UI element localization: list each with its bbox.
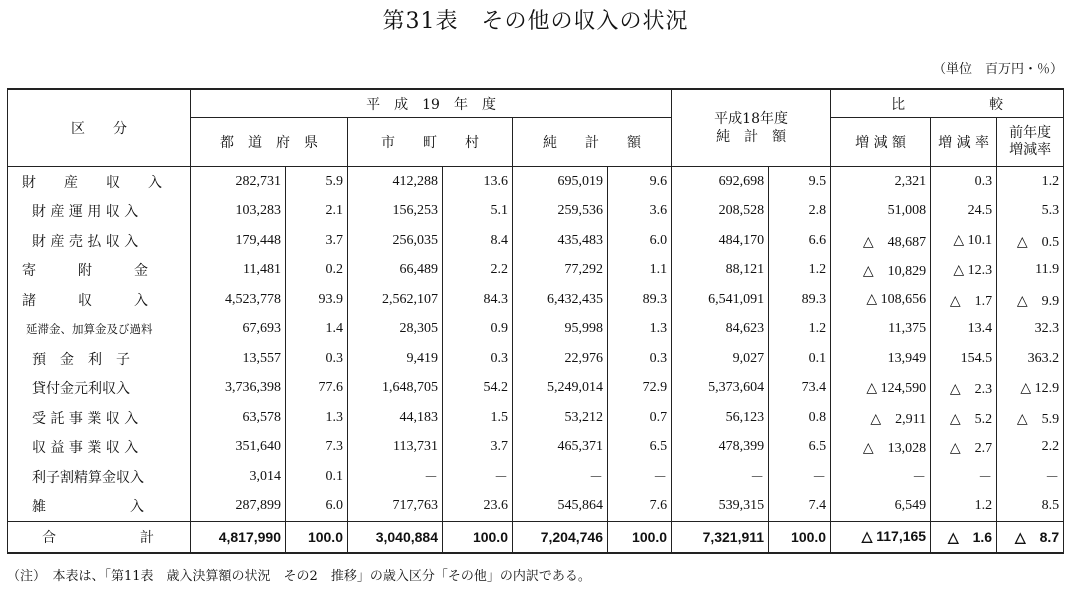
cell-value: 5.1 xyxy=(443,197,513,227)
cell-value: 100.0 xyxy=(608,522,672,553)
table-row xyxy=(8,315,1064,345)
cell-value: 88,121 xyxy=(672,256,769,286)
cell-value: 9,419 xyxy=(348,344,443,374)
footnote: （注） 本表は、「第11表 歳入決算額の状況 その2 推移」の歳入区分「その他」の内訳である。 xyxy=(7,569,591,584)
cell-value: 5,249,014 xyxy=(513,374,608,404)
cell-value: △ 13,028 xyxy=(831,433,931,463)
cell-value: 100.0 xyxy=(443,522,513,553)
cell-value: 0.7 xyxy=(608,403,672,433)
cell-value: 113,731 xyxy=(348,433,443,463)
cell-value: 0.3 xyxy=(286,344,348,374)
cell-value: 1.2 xyxy=(997,167,1064,197)
cell-value: 3,014 xyxy=(191,462,286,492)
cell-value: 0.3 xyxy=(608,344,672,374)
cell-value: 7.3 xyxy=(286,433,348,463)
row-label: 寄 附 金 xyxy=(8,256,191,286)
cell-value: 84,623 xyxy=(672,315,769,345)
header-fiscal-current: 平 成 19 年 度 xyxy=(191,89,672,118)
total-row xyxy=(8,522,1064,553)
row-label: 延滞金、加算金及び過料 xyxy=(8,315,191,345)
table-row xyxy=(8,285,1064,315)
header-fiscal-prev xyxy=(672,89,831,167)
header-prefecture: 都 道 府 県 xyxy=(191,118,348,167)
cell-value: 208,528 xyxy=(672,197,769,227)
cell-value: 103,283 xyxy=(191,197,286,227)
cell-value: 2.8 xyxy=(769,197,831,227)
cell-value: 484,170 xyxy=(672,226,769,256)
cell-value: 1.4 xyxy=(286,315,348,345)
cell-value: △ 1.7 xyxy=(931,285,997,315)
cell-value: 3,736,398 xyxy=(191,374,286,404)
row-label: 預 金 利 子 xyxy=(8,344,191,374)
header-change-rate: 増 減 率 xyxy=(931,118,997,167)
cell-value: 256,035 xyxy=(348,226,443,256)
cell-value: 22,976 xyxy=(513,344,608,374)
cell-value: 2,562,107 xyxy=(348,285,443,315)
table-row xyxy=(8,374,1064,404)
cell-value: 1.2 xyxy=(769,315,831,345)
cell-value: 3.7 xyxy=(443,433,513,463)
cell-value: 9,027 xyxy=(672,344,769,374)
cell-value: 51,008 xyxy=(831,197,931,227)
cell-value: 73.4 xyxy=(769,374,831,404)
cell-value: 6,549 xyxy=(831,492,931,522)
cell-value: 0.1 xyxy=(286,462,348,492)
cell-value: 3.6 xyxy=(608,197,672,227)
cell-value: △ 48,687 xyxy=(831,226,931,256)
header-prev-change-rate-line1: 前年度 xyxy=(1009,125,1052,142)
cell-value: 5.3 xyxy=(997,197,1064,227)
header-net-total: 純 計 額 xyxy=(513,118,672,167)
cell-value: 54.2 xyxy=(443,374,513,404)
cell-value: 6.5 xyxy=(608,433,672,463)
cell-value: 28,305 xyxy=(348,315,443,345)
cell-value: － xyxy=(769,462,831,492)
cell-value: 259,536 xyxy=(513,197,608,227)
cell-value: △ 2,911 xyxy=(831,403,931,433)
row-label: 財 産 収 入 xyxy=(8,167,191,197)
header-fiscal-prev-line2: 純 計 額 xyxy=(716,129,787,145)
cell-value: 0.2 xyxy=(286,256,348,286)
cell-value: 66,489 xyxy=(348,256,443,286)
unit-label: （単位 百万円・％） xyxy=(932,62,1063,77)
header-category: 区 分 xyxy=(8,89,191,167)
row-label: 利子割精算金収入 xyxy=(8,462,191,492)
cell-value: 1.1 xyxy=(608,256,672,286)
cell-value: 56,123 xyxy=(672,403,769,433)
cell-value: － xyxy=(443,462,513,492)
cell-value: 351,640 xyxy=(191,433,286,463)
cell-value: 154.5 xyxy=(931,344,997,374)
cell-value: 465,371 xyxy=(513,433,608,463)
cell-value: 6.0 xyxy=(608,226,672,256)
cell-value: △ 0.5 xyxy=(997,226,1064,256)
cell-value: 1.3 xyxy=(286,403,348,433)
cell-value: 6,541,091 xyxy=(672,285,769,315)
cell-value: △ 10,829 xyxy=(831,256,931,286)
table-row xyxy=(8,433,1064,463)
cell-value: △ 5.9 xyxy=(997,403,1064,433)
cell-value: 695,019 xyxy=(513,167,608,197)
cell-value: △ 8.7 xyxy=(997,522,1064,553)
cell-value: 6.5 xyxy=(769,433,831,463)
cell-value: △ 12.9 xyxy=(997,374,1064,404)
row-label: 合 計 xyxy=(8,522,191,553)
cell-value: － xyxy=(931,462,997,492)
cell-value: 717,763 xyxy=(348,492,443,522)
header-prev-change-rate xyxy=(997,118,1064,167)
table-row xyxy=(8,197,1064,227)
cell-value: 7.6 xyxy=(608,492,672,522)
cell-value: 7,321,911 xyxy=(672,522,769,553)
table-row xyxy=(8,462,1064,492)
cell-value: 95,998 xyxy=(513,315,608,345)
cell-value: 8.4 xyxy=(443,226,513,256)
cell-value: 44,183 xyxy=(348,403,443,433)
cell-value: 6.0 xyxy=(286,492,348,522)
table-row xyxy=(8,256,1064,286)
cell-value: 9.5 xyxy=(769,167,831,197)
cell-value: 63,578 xyxy=(191,403,286,433)
row-label: 貸付金元利収入 xyxy=(8,374,191,404)
cell-value: 156,253 xyxy=(348,197,443,227)
cell-value: 282,731 xyxy=(191,167,286,197)
cell-value: － xyxy=(608,462,672,492)
page-title: 第31表 その他の収入の状況 xyxy=(382,9,689,34)
header-change-amount: 増 減 額 xyxy=(831,118,931,167)
cell-value: 13,557 xyxy=(191,344,286,374)
table-row xyxy=(8,403,1064,433)
table-row xyxy=(8,226,1064,256)
cell-value: △ 2.3 xyxy=(931,374,997,404)
cell-value: △ 117,165 xyxy=(831,522,931,553)
cell-value: 539,315 xyxy=(672,492,769,522)
cell-value: 13.6 xyxy=(443,167,513,197)
cell-value: 4,523,778 xyxy=(191,285,286,315)
cell-value: 7.4 xyxy=(769,492,831,522)
cell-value: 435,483 xyxy=(513,226,608,256)
cell-value: 412,288 xyxy=(348,167,443,197)
cell-value: 8.5 xyxy=(997,492,1064,522)
cell-value: △ 12.3 xyxy=(931,256,997,286)
table-row xyxy=(8,344,1064,374)
cell-value: 6,432,435 xyxy=(513,285,608,315)
cell-value: 5,373,604 xyxy=(672,374,769,404)
row-label: 受 託 事 業 収 入 xyxy=(8,403,191,433)
cell-value: 77.6 xyxy=(286,374,348,404)
cell-value: 0.3 xyxy=(443,344,513,374)
cell-value: 6.6 xyxy=(769,226,831,256)
cell-value: △ 124,590 xyxy=(831,374,931,404)
cell-value: △ 1.6 xyxy=(931,522,997,553)
cell-value: 0.3 xyxy=(931,167,997,197)
row-label: 諸 収 入 xyxy=(8,285,191,315)
cell-value: 1,648,705 xyxy=(348,374,443,404)
cell-value: 100.0 xyxy=(286,522,348,553)
row-label: 財 産 売 払 収 入 xyxy=(8,226,191,256)
cell-value: 478,399 xyxy=(672,433,769,463)
income-table xyxy=(7,88,1064,554)
cell-value: 89.3 xyxy=(608,285,672,315)
cell-value: 100.0 xyxy=(769,522,831,553)
cell-value: 7,204,746 xyxy=(513,522,608,553)
cell-value: 9.6 xyxy=(608,167,672,197)
cell-value: 2,321 xyxy=(831,167,931,197)
cell-value: 89.3 xyxy=(769,285,831,315)
row-label: 財 産 運 用 収 入 xyxy=(8,197,191,227)
table-row xyxy=(8,492,1064,522)
cell-value: － xyxy=(831,462,931,492)
cell-value: 1.3 xyxy=(608,315,672,345)
header-municipality: 市 町 村 xyxy=(348,118,513,167)
cell-value: △ 9.9 xyxy=(997,285,1064,315)
cell-value: 3,040,884 xyxy=(348,522,443,553)
cell-value: △ 5.2 xyxy=(931,403,997,433)
cell-value: 67,693 xyxy=(191,315,286,345)
cell-value: 5.9 xyxy=(286,167,348,197)
cell-value: 1.2 xyxy=(769,256,831,286)
cell-value: 3.7 xyxy=(286,226,348,256)
cell-value: 11,481 xyxy=(191,256,286,286)
cell-value: － xyxy=(348,462,443,492)
cell-value: △ 10.1 xyxy=(931,226,997,256)
cell-value: 32.3 xyxy=(997,315,1064,345)
cell-value: 2.2 xyxy=(443,256,513,286)
cell-value: － xyxy=(997,462,1064,492)
cell-value: 287,899 xyxy=(191,492,286,522)
cell-value: 24.5 xyxy=(931,197,997,227)
cell-value: 2.2 xyxy=(997,433,1064,463)
cell-value: 692,698 xyxy=(672,167,769,197)
row-label: 雑 入 xyxy=(8,492,191,522)
header-comparison: 比 較 xyxy=(831,89,1064,118)
cell-value: 72.9 xyxy=(608,374,672,404)
cell-value: 13,949 xyxy=(831,344,931,374)
cell-value: 545,864 xyxy=(513,492,608,522)
cell-value: － xyxy=(672,462,769,492)
cell-value: 77,292 xyxy=(513,256,608,286)
cell-value: 4,817,990 xyxy=(191,522,286,553)
cell-value: 2.1 xyxy=(286,197,348,227)
cell-value: 179,448 xyxy=(191,226,286,256)
cell-value: － xyxy=(513,462,608,492)
cell-value: 1.2 xyxy=(931,492,997,522)
cell-value: 93.9 xyxy=(286,285,348,315)
cell-value: 11.9 xyxy=(997,256,1064,286)
cell-value: 23.6 xyxy=(443,492,513,522)
cell-value: 1.5 xyxy=(443,403,513,433)
row-label: 収 益 事 業 収 入 xyxy=(8,433,191,463)
cell-value: 0.1 xyxy=(769,344,831,374)
cell-value: 0.8 xyxy=(769,403,831,433)
cell-value: △ 2.7 xyxy=(931,433,997,463)
cell-value: 13.4 xyxy=(931,315,997,345)
header-prev-change-rate-line2: 増減率 xyxy=(1009,142,1052,159)
header-fiscal-prev-line1: 平成18年度 xyxy=(714,111,788,127)
cell-value: 11,375 xyxy=(831,315,931,345)
table-row xyxy=(8,167,1064,197)
cell-value: 53,212 xyxy=(513,403,608,433)
cell-value: △ 108,656 xyxy=(831,285,931,315)
cell-value: 84.3 xyxy=(443,285,513,315)
cell-value: 0.9 xyxy=(443,315,513,345)
cell-value: 363.2 xyxy=(997,344,1064,374)
